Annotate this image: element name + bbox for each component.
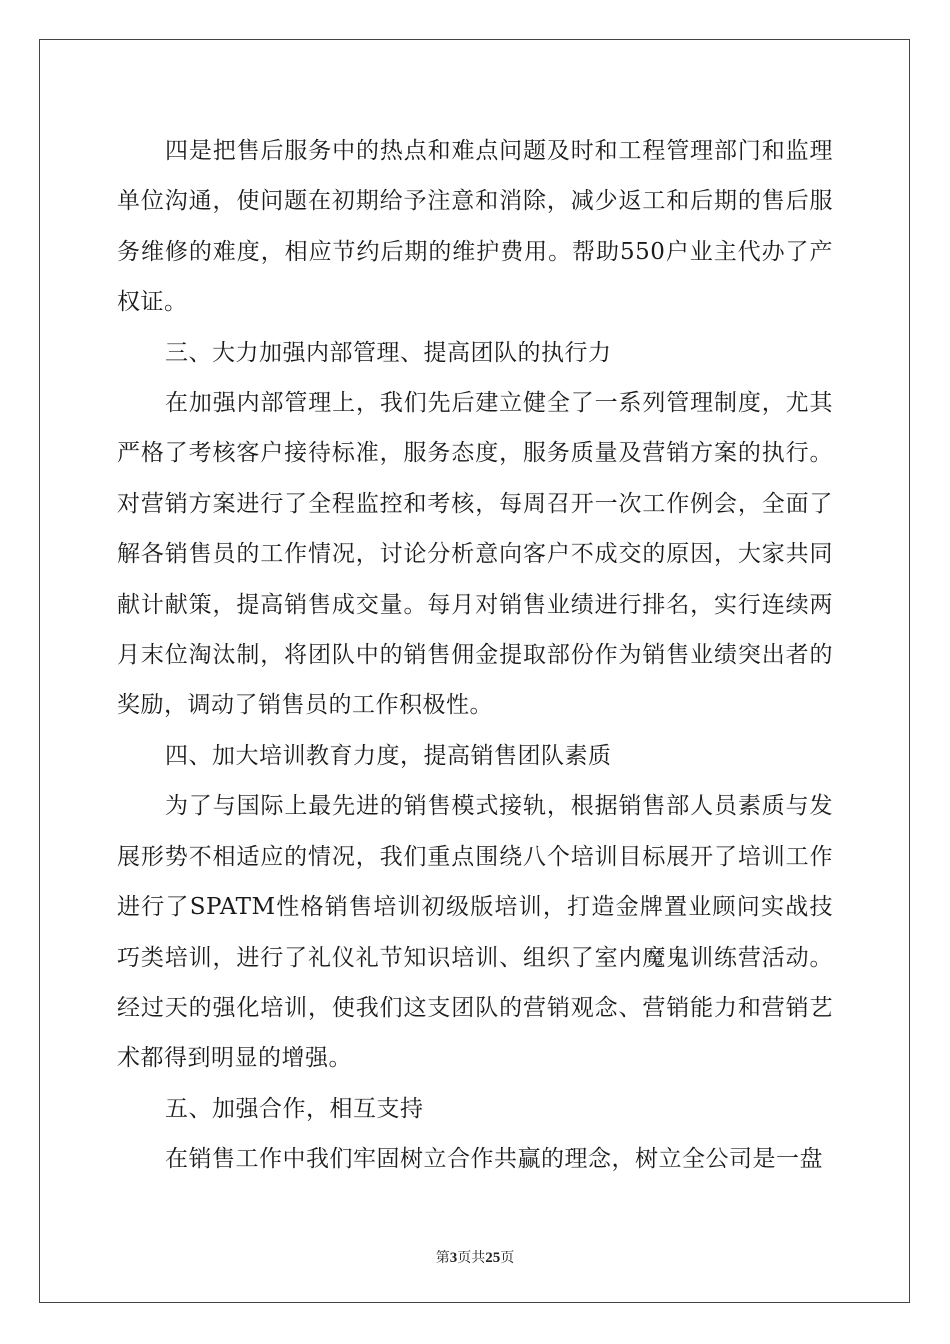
section-heading-internal-management: 三、大力加强内部管理、提高团队的执行力	[165, 339, 612, 366]
paragraph-internal-management: 在加强内部管理上，我们先后建立健全了一系列管理制度，尤其严格了考核客户接待标准，服务态度，服务质量及营销方案的执行。对营销方案进行了全程监控和考核，每周召开一次工作例会，全面了解各销售员的工作情况，讨论分析意向客户不成交的原因，大家共同献计献策，提高销售成交量。每月对销售业绩进行排名，实行连续两月末位淘汰制，将团队中的销售佣金提取部份作为销售业绩突出者的奖励，调动了销售员的工作积极性。	[117, 390, 833, 719]
total-pages: 25	[485, 1250, 501, 1266]
section-heading-training: 四、加大培训教育力度，提高销售团队素质	[165, 742, 612, 769]
total-prefix: 共	[471, 1250, 486, 1266]
page-number: 3	[449, 1250, 458, 1266]
document-body	[117, 126, 833, 1185]
paragraph-cooperation: 在销售工作中我们牢固树立合作共赢的理念，树立全公司是一盘	[165, 1146, 823, 1173]
page-footer	[0, 1247, 950, 1267]
page-suffix: 页	[457, 1250, 472, 1266]
total-suffix: 页	[500, 1250, 515, 1266]
paragraph-after-sales: 四是把售后服务中的热点和难点问题及时和工程管理部门和监理单位沟通，使问题在初期给予注意和消除，减少返工和后期的售后服务维修的难度，相应节约后期的维护费用。帮助550户业主代办了产权证。	[117, 138, 833, 316]
section-heading-cooperation: 五、加强合作，相互支持	[165, 1095, 424, 1122]
page-prefix: 第	[435, 1250, 450, 1266]
paragraph-training: 为了与国际上最先进的销售模式接轨，根据销售部人员素质与发展形势不相适应的情况，我们重点围绕八个培训目标展开了培训工作进行了SPATM性格销售培训初级版培训，打造金牌置业顾问实战技巧类培训，进行了礼仪礼节知识培训、组织了室内魔鬼训练营活动。经过天的强化培训，使我们这支团队的营销观念、营销能力和营销艺术都得到明显的增强。	[117, 793, 833, 1072]
